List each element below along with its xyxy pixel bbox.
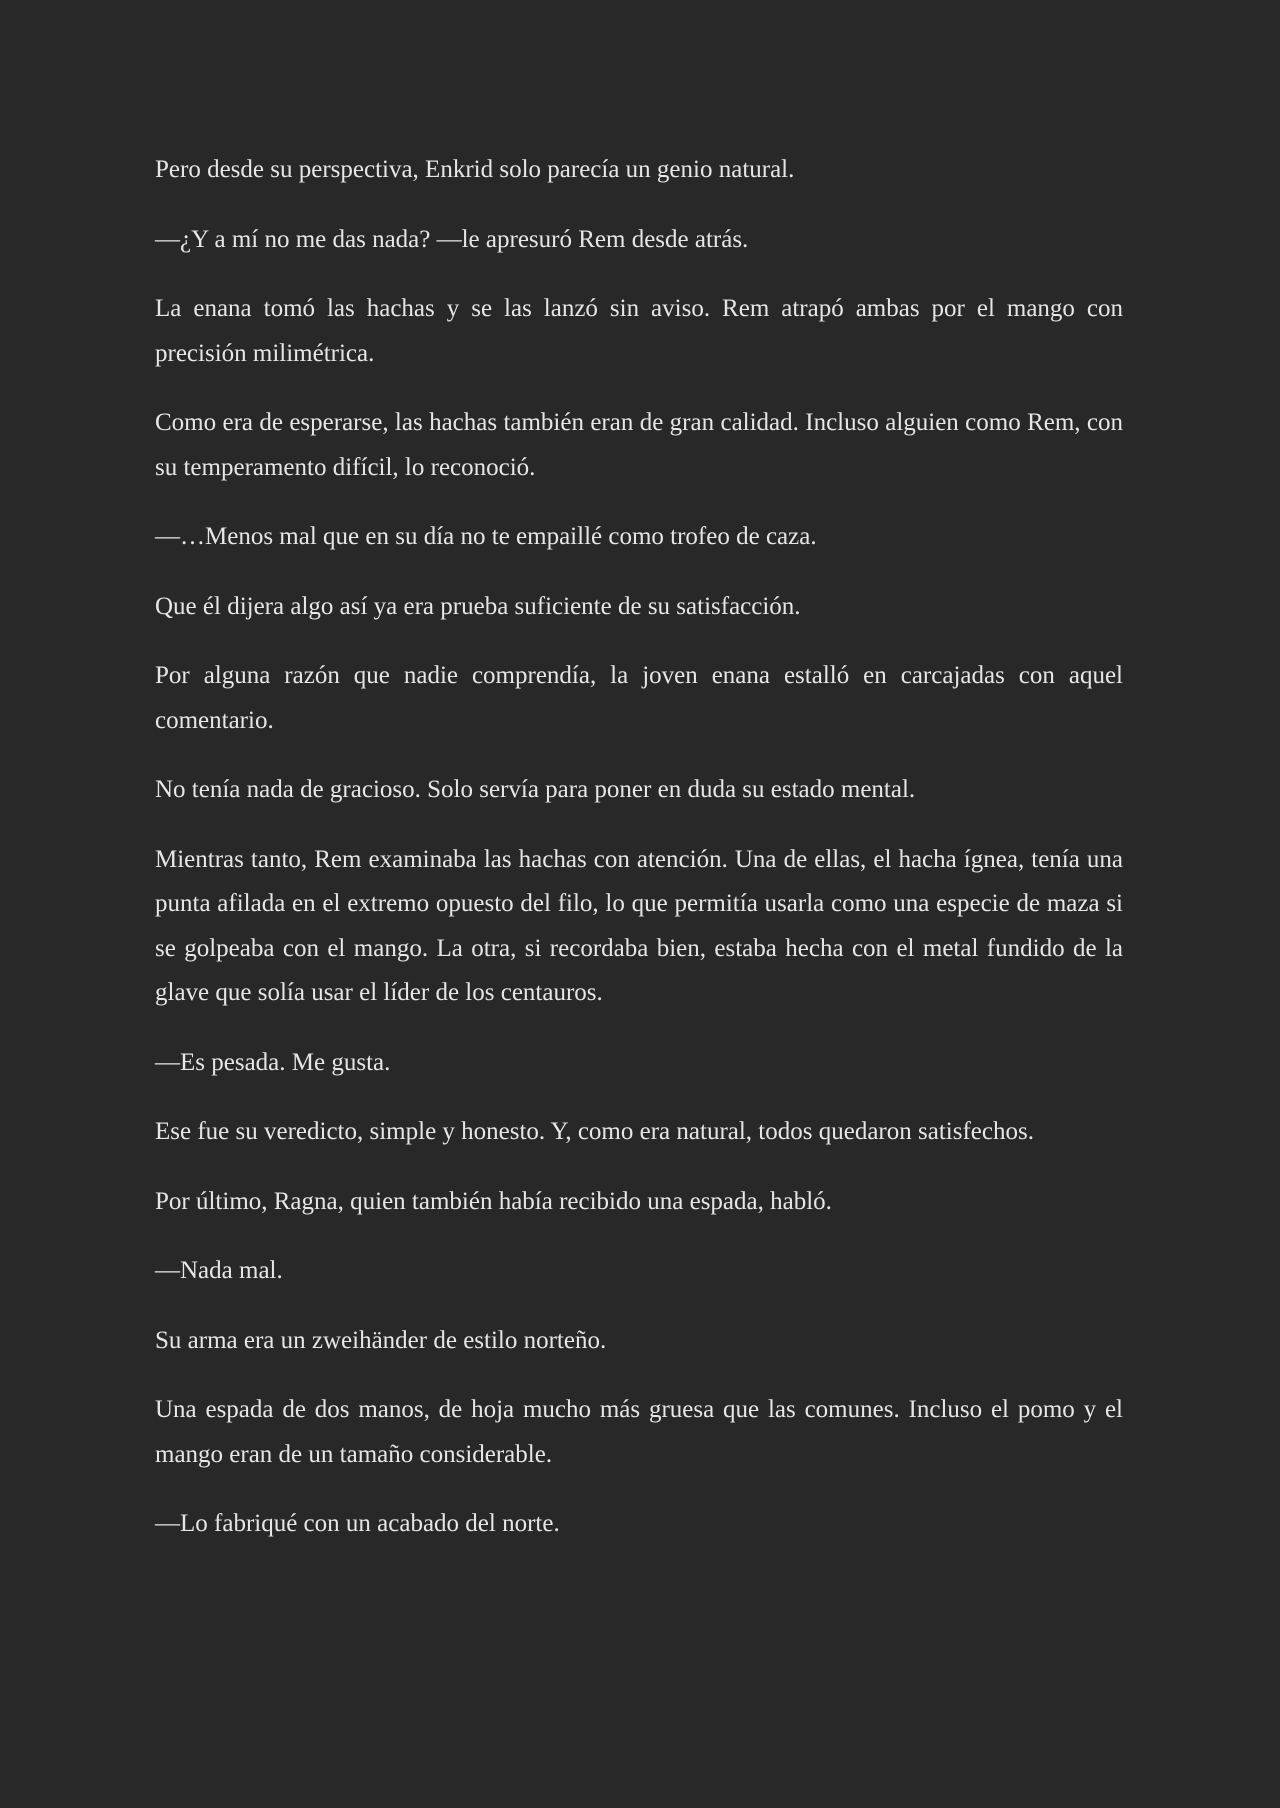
- paragraph: —¿Y a mí no me das nada? —le apresuró Rem desde atrás.: [155, 225, 749, 253]
- paragraph: Mientras tanto, Rem examinaba las hachas con atención. Una de ellas, el hacha ígnea, tenía una punta afilada en el extremo opuesto del filo, lo que permitía usarla como una especie de maza si se golpeaba con el mango. La otra, si recordaba bien, estaba hecha con el metal fundido de la glave que solía usar el líder de los centauros.: [155, 845, 1123, 1006]
- paragraph: —Nada mal.: [155, 1257, 283, 1284]
- paragraph: La enana tomó las hachas y se las lanzó sin aviso. Rem atrapó ambas por el mango con precisión milimétrica.: [155, 295, 1123, 367]
- paragraph: Pero desde su perspectiva, Enkrid solo parecía un genio natural.: [155, 156, 795, 183]
- paragraph: No tenía nada de gracioso. Solo servía para poner en duda su estado mental.: [155, 776, 916, 803]
- paragraph: Que él dijera algo así ya era prueba suficiente de su satisfacción.: [155, 592, 801, 620]
- paragraph: Por último, Ragna, quien también había recibido una espada, habló.: [155, 1187, 832, 1215]
- paragraph: Ese fue su veredicto, simple y honesto. Y, como era natural, todos quedaron satisfechos.: [155, 1118, 1034, 1145]
- paragraph: Una espada de dos manos, de hoja mucho más gruesa que las comunes. Incluso el pomo y el mango eran de un tamaño considerable.: [155, 1396, 1123, 1468]
- paragraph: Por alguna razón que nadie comprendía, la joven enana estalló en carcajadas con aquel comentario.: [155, 662, 1123, 734]
- paragraph: —…Menos mal que en su día no te empaillé como trofeo de caza.: [155, 523, 817, 550]
- text-column: [155, 148, 1123, 1572]
- paragraph: Su arma era un zweihänder de estilo norteño.: [155, 1326, 607, 1354]
- paragraph: —Es pesada. Me gusta.: [155, 1048, 391, 1076]
- paragraph: —Lo fabriqué con un acabado del norte.: [155, 1510, 560, 1537]
- paragraph: Como era de esperarse, las hachas también eran de gran calidad. Incluso alguien como Rem, con su temperamento difícil, lo reconoció.: [155, 409, 1123, 481]
